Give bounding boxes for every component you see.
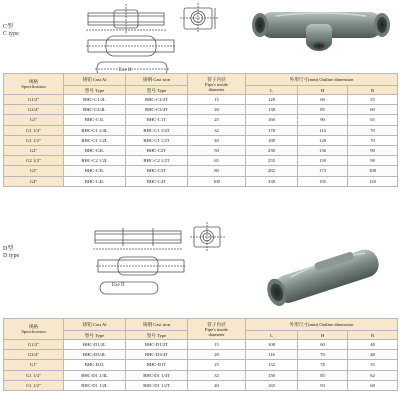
d-table-cell: 78 [298,360,348,370]
d-header-cast-al: 铸铝 Cast Al [64,319,126,331]
c-table-cell: 25 [188,115,246,125]
c-table-cell: 55 [348,95,398,105]
d-table-cell: BHC-D3/4L [64,350,126,360]
d-header-spec: 规格 Specification [4,319,64,340]
d-header-dims: 外形尺寸(mm) Outline dimension [246,319,398,331]
c-table-cell: BHC-C2 1/2T [126,156,188,166]
d-table-row [4,380,398,390]
c-table-cell: G3" [4,166,64,176]
d-table-cell: BHC-D1 1/4T [126,370,188,380]
c-table-cell: G1" [4,115,64,125]
d-table-cell: BHC-D1 1/4L [64,370,126,380]
c-type-product-photo [246,2,396,54]
c-table-cell: 90 [298,115,348,125]
d-type-label [3,246,19,260]
c-table-cell: 70 [348,125,398,135]
d-table-cell: 40 [188,380,246,390]
d-type-drawing-side [93,222,183,252]
c-table-cell: BHC-C4T [126,176,188,186]
c-table-row [4,95,398,105]
c-header-B: B [348,86,398,95]
d-header-H: H [298,331,348,340]
c-table-cell: BHC-C2L [64,145,126,155]
d-table-cell: 165 [246,380,298,390]
c-type-label [3,24,19,38]
d-table-cell: G1/2" [4,340,64,350]
c-type-cn: C型 [3,24,14,30]
d-table-cell: 60 [298,340,348,350]
c-table-cell: 195 [298,176,348,186]
c-type-drawing-mark: Exe II [119,68,132,73]
c-table-cell: 160 [246,115,298,125]
d-table-cell: BHC-D1 1/2T [126,380,188,390]
c-table-cell: 15 [188,95,246,105]
c-table-row [4,156,398,166]
d-header-B: B [348,331,398,340]
c-table-cell: 20 [188,105,246,115]
c-table-cell: 98 [348,156,398,166]
c-table-cell: 138 [246,105,298,115]
c-header-pipe: 管子内径 Pipe's inside diameter [188,74,246,95]
c-table-row [4,125,398,135]
d-table-cell: G1 1/4" [4,370,64,380]
c-table-cell: 282 [246,166,298,176]
c-table-cell: G2 1/2" [4,156,64,166]
c-table-row [4,115,398,125]
c-table-cell: 136 [298,145,348,155]
c-table-cell: 255 [246,156,298,166]
d-header-cast-iron: 铸钢 Cast iron [126,319,188,331]
c-table-row [4,176,398,186]
d-table-cell: G3/4" [4,350,64,360]
d-table-cell: 150 [246,370,298,380]
c-table-cell: G2" [4,145,64,155]
c-table-cell: 128 [298,135,348,145]
c-table-cell: G1/2" [4,95,64,105]
d-table-cell: 55 [348,360,398,370]
d-table-cell: 68 [348,380,398,390]
d-table-cell: BHC-D1L [64,360,126,370]
d-type-en: D type [3,253,20,259]
d-table-cell: BHC-D1/2L [64,340,126,350]
c-table-cell: 178 [246,125,298,135]
c-header-cast-iron-type: 型号 Type [126,86,188,95]
c-table-cell: 120 [348,176,398,186]
c-type-spec-table [3,73,398,187]
c-table-cell: 188 [246,135,298,145]
c-table-cell: 32 [188,125,246,135]
d-table-cell: 20 [188,350,246,360]
d-table-cell: BHC-D1 1/2L [64,380,126,390]
d-table-cell: 15 [188,340,246,350]
c-table-cell: 90 [348,145,398,155]
d-type-drawing-cover [98,280,160,296]
d-header-cast-iron-type: 型号 Type [126,331,188,340]
c-type-drawing-end [180,3,218,33]
c-table-cell: 50 [188,145,246,155]
c-type-drawing-front [86,34,176,58]
c-table-cell: BHC-C2 1/2L [64,156,126,166]
c-table-cell: 114 [298,125,348,135]
c-type-en: C type [3,31,19,37]
d-type-spec-table [3,318,398,391]
c-table-cell: 173 [298,166,348,176]
c-table-cell: G4" [4,176,64,186]
d-table-cell: G1" [4,360,64,370]
c-table-cell: 60 [298,95,348,105]
c-header-H: H [298,86,348,95]
c-table-cell: BHC-C3T [126,166,188,176]
c-table-row [4,145,398,155]
c-table-cell: 128 [246,95,298,105]
d-table-cell: 132 [246,360,298,370]
c-table-cell: BHC-C3L [64,166,126,176]
d-header-cast-al-type: 型号 Type [64,331,126,340]
c-header-dims: 外形尺寸(mm) Outline dimension [246,74,398,86]
c-header-cast-iron: 铸钢 Cast iron [126,74,188,86]
c-table-cell: 150 [298,156,348,166]
c-table-cell: G1 1/4" [4,125,64,135]
c-header-cast-al: 铸铝 Cast Al [64,74,126,86]
c-type-drawing-side [86,4,166,34]
d-table-cell: 70 [298,350,348,360]
c-table-cell: 40 [188,135,246,145]
c-table-cell: BHC-C1T [126,115,188,125]
d-table-cell: 48 [348,350,398,360]
c-table-cell: 85 [298,105,348,115]
c-table-row [4,135,398,145]
c-table-cell: BHC-C4L [64,176,126,186]
d-table-cell: 25 [188,360,246,370]
d-table-row [4,340,398,350]
d-type-drawing-front [96,256,186,276]
c-header-cast-al-type: 型号 Type [64,86,126,95]
d-table-cell: G1 1/2" [4,380,64,390]
c-table-cell: G1 1/2" [4,135,64,145]
d-table-row [4,350,398,360]
c-table-cell: 70 [348,135,398,145]
d-type-drawing-end [190,222,226,252]
c-table-cell: BHC-C2T [126,145,188,155]
d-table-cell: 108 [246,340,298,350]
d-table-cell: 85 [298,370,348,380]
c-table-row [4,105,398,115]
d-table-cell: 116 [246,350,298,360]
c-header-L: L [246,86,298,95]
c-table-cell: BHC-C3/4T [126,105,188,115]
c-table-cell: 65 [188,156,246,166]
c-table-cell: BHC-C1 1/2T [126,135,188,145]
c-table-cell: BHC-C1L [64,115,126,125]
d-type-product-photo [258,242,396,308]
d-type-cn: D型 [3,246,14,252]
d-table-cell: BHC-D1/2T [126,340,188,350]
c-table-cell: 238 [246,145,298,155]
d-table-row [4,370,398,380]
c-table-cell: BHC-C1 1/4T [126,125,188,135]
d-table-cell: BHC-D3/4T [126,350,188,360]
d-header-pipe: 管子内径 Pipe's inside diameter [188,319,246,340]
c-table-cell: 108 [348,166,398,176]
c-header-spec: 规格 Specification [4,74,64,95]
c-table-cell: BHC-C1/2L [64,95,126,105]
d-table-cell: 48 [348,340,398,350]
c-table-cell: 60 [348,105,398,115]
d-table-cell: BHC-D1T [126,360,188,370]
d-type-drawing-mark: Exe II [112,283,125,288]
c-table-cell: BHC-C1 1/4L [64,125,126,135]
c-table-cell: 338 [246,176,298,186]
d-table-row [4,360,398,370]
c-table-cell: BHC-C3/4L [64,105,126,115]
c-table-cell: BHC-C1/2T [126,95,188,105]
d-table-cell: 32 [188,370,246,380]
d-table-cell: 93 [298,380,348,390]
d-header-L: L [246,331,298,340]
c-table-cell: 100 [188,176,246,186]
c-table-cell: BHC-C1 1/2L [64,135,126,145]
c-table-cell: 65 [348,115,398,125]
d-table-cell: 62 [348,370,398,380]
c-table-cell: G3/4" [4,105,64,115]
c-table-row [4,166,398,176]
c-table-cell: 80 [188,166,246,176]
